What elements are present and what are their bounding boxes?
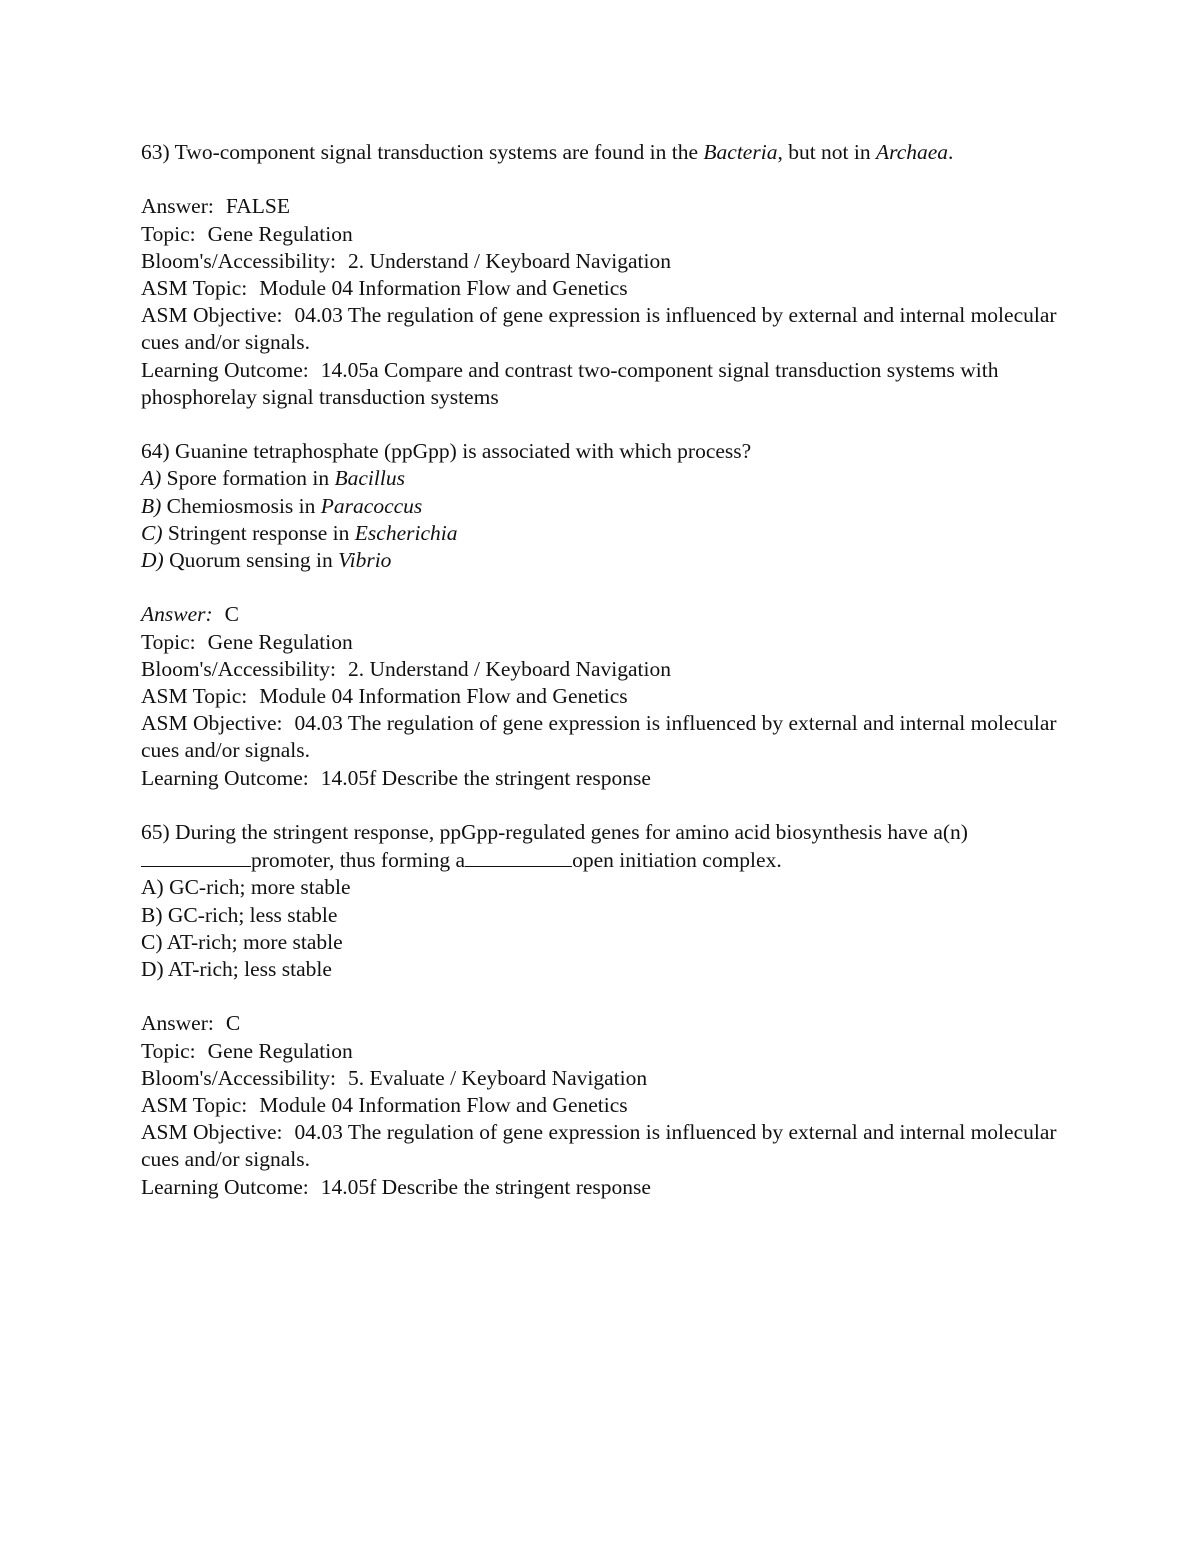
option-b <box>141 902 1071 929</box>
option-text: GC-rich; more stable <box>169 875 351 900</box>
option-text: GC-rich; less stable <box>167 902 338 927</box>
topic-label: Topic: <box>141 629 196 654</box>
topic-line <box>141 1038 1071 1065</box>
question-65 <box>141 819 1071 846</box>
asm-topic-line <box>141 275 1071 302</box>
topic-label: Topic: <box>141 1038 196 1063</box>
option-a <box>141 465 1071 492</box>
option-d <box>141 547 1071 574</box>
option-text: Stringent response in <box>167 520 350 545</box>
question-text: . <box>948 140 954 164</box>
learning-outcome-label: Learning Outcome: <box>141 1174 309 1199</box>
question-65-continued <box>141 846 1071 874</box>
topic-value: Gene Regulation <box>207 1038 353 1063</box>
option-italic-term: Vibrio <box>338 548 392 573</box>
asm-objective-label: ASM Objective: <box>141 711 283 736</box>
fill-in-blank <box>465 846 572 867</box>
option-text: AT-rich; less stable <box>167 957 332 982</box>
answer-label: Answer: <box>141 1011 214 1036</box>
question-63 <box>141 139 1071 166</box>
learning-outcome-line <box>141 357 1071 411</box>
question-text: During the stringent response, ppGpp-regulated genes for amino acid biosynthesis have a(n) <box>175 820 968 845</box>
asm-objective-value: 04.03 The regulation of gene expression is influenced by external and internal molecular cues and/or signals. <box>141 1120 1057 1172</box>
option-letter: B) <box>141 902 163 927</box>
blooms-line <box>141 248 1071 275</box>
answer-label: Answer: <box>141 602 213 627</box>
asm-topic-label: ASM Topic: <box>141 684 248 709</box>
option-letter: D) <box>141 548 164 573</box>
option-letter: D) <box>141 957 164 982</box>
asm-topic-value: Module 04 Information Flow and Genetics <box>259 684 628 709</box>
option-text: AT-rich; more stable <box>166 929 343 954</box>
question-64 <box>141 438 1071 465</box>
question-text: Guanine tetraphosphate (ppGpp) is associated with which process? <box>175 439 752 464</box>
blooms-value: 2. Understand / Keyboard Navigation <box>347 656 671 681</box>
option-letter: C) <box>141 929 163 954</box>
question-italic-term: Bacteria <box>703 140 778 164</box>
option-a <box>141 874 1071 901</box>
answer-label: Answer: <box>141 194 214 219</box>
blooms-line <box>141 1065 1071 1092</box>
option-b <box>141 493 1071 520</box>
topic-label: Topic: <box>141 221 196 246</box>
learning-outcome-label: Learning Outcome: <box>141 765 309 790</box>
blooms-label: Bloom's/Accessibility: <box>141 656 336 681</box>
answer-line <box>141 193 1071 220</box>
asm-topic-line <box>141 1092 1071 1119</box>
blooms-label: Bloom's/Accessibility: <box>141 248 336 273</box>
asm-objective-line <box>141 302 1071 356</box>
answer-line <box>141 1010 1071 1037</box>
learning-outcome-value: 14.05a Compare and contrast two-component signal transduction systems with phosphorelay signal transduction systems <box>141 357 999 409</box>
option-c <box>141 929 1071 956</box>
blooms-value: 2. Understand / Keyboard Navigation <box>347 248 671 273</box>
asm-objective-line <box>141 710 1071 764</box>
topic-value: Gene Regulation <box>207 629 353 654</box>
learning-outcome-label: Learning Outcome: <box>141 357 309 382</box>
asm-objective-value: 04.03 The regulation of gene expression is influenced by external and internal molecular cues and/or signals. <box>141 711 1057 763</box>
question-text: open initiation complex. <box>572 848 782 873</box>
question-number: 64) <box>141 439 170 464</box>
topic-line <box>141 221 1071 248</box>
question-text: Two-component signal transduction systems are found in the <box>174 140 699 164</box>
learning-outcome-value: 14.05f Describe the stringent response <box>320 1174 651 1199</box>
learning-outcome-line <box>141 765 1071 792</box>
option-italic-term: Bacillus <box>334 466 405 491</box>
asm-topic-value: Module 04 Information Flow and Genetics <box>259 276 628 300</box>
fill-in-blank <box>141 846 251 867</box>
document-page <box>141 139 1071 1201</box>
question-italic-term: Archaea <box>876 140 949 164</box>
topic-line <box>141 629 1071 656</box>
question-text: promoter, thus forming a <box>251 848 466 873</box>
asm-topic-value: Module 04 Information Flow and Genetics <box>259 1093 628 1118</box>
answer-value: C <box>225 1011 241 1036</box>
option-text: Quorum sensing in <box>169 548 333 573</box>
question-number: 63) <box>141 140 170 164</box>
option-text: Spore formation in <box>166 466 330 491</box>
asm-objective-label: ASM Objective: <box>141 1120 283 1145</box>
blooms-line <box>141 656 1071 683</box>
asm-topic-label: ASM Topic: <box>141 276 248 300</box>
asm-topic-line <box>141 683 1071 710</box>
option-letter: A) <box>141 875 164 900</box>
blooms-label: Bloom's/Accessibility: <box>141 1065 336 1090</box>
question-number: 65) <box>141 820 170 845</box>
learning-outcome-value: 14.05f Describe the stringent response <box>320 765 651 790</box>
option-italic-term: Escherichia <box>354 520 458 545</box>
answer-value: C <box>224 602 240 627</box>
asm-objective-line <box>141 1119 1071 1173</box>
option-letter: A) <box>141 466 162 491</box>
option-letter: C) <box>141 520 163 545</box>
asm-objective-value: 04.03 The regulation of gene expression is influenced by external and internal molecular cues and/or signals. <box>141 303 1057 355</box>
learning-outcome-line <box>141 1174 1071 1201</box>
answer-line <box>141 601 1071 628</box>
option-text: Chemiosmosis in <box>166 493 316 518</box>
topic-value: Gene Regulation <box>207 221 353 246</box>
blooms-value: 5. Evaluate / Keyboard Navigation <box>347 1065 648 1090</box>
option-letter: B) <box>141 493 162 518</box>
asm-topic-label: ASM Topic: <box>141 1093 248 1118</box>
option-d <box>141 956 1071 983</box>
option-italic-term: Paracoccus <box>320 493 423 518</box>
answer-value: FALSE <box>225 194 290 219</box>
option-c <box>141 520 1071 547</box>
question-text: , but not in <box>777 140 871 164</box>
asm-objective-label: ASM Objective: <box>141 303 283 328</box>
